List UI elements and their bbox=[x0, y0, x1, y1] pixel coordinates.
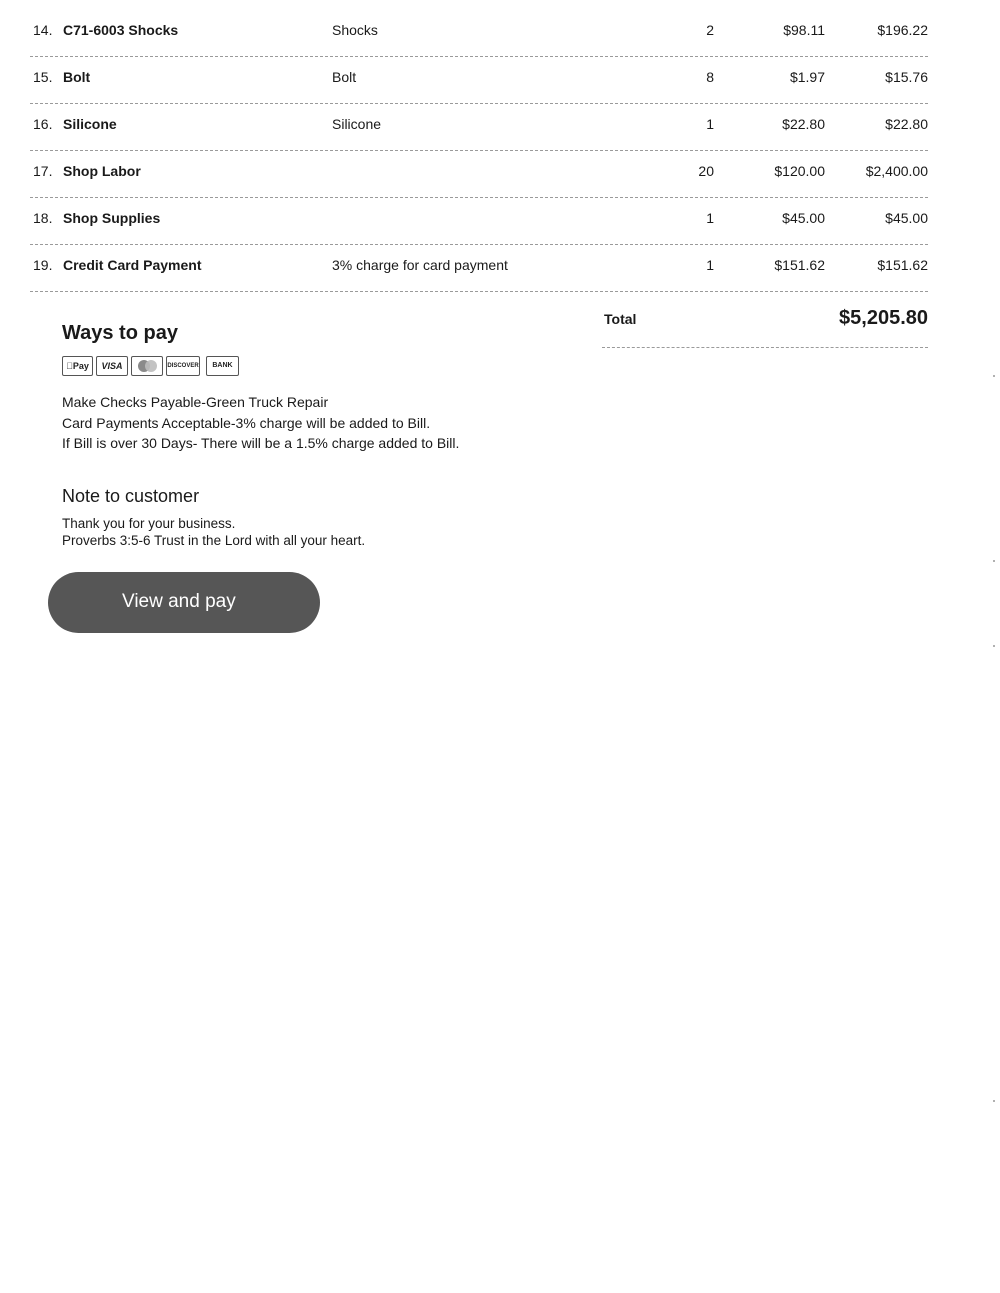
item-quantity: 1 bbox=[706, 210, 714, 226]
view-and-pay-button[interactable] bbox=[48, 572, 320, 633]
item-amount: $151.62 bbox=[877, 257, 928, 273]
item-description: Bolt bbox=[332, 69, 357, 85]
item-number: 15. bbox=[33, 69, 53, 85]
item-amount: $15.76 bbox=[885, 69, 928, 85]
item-quantity: 2 bbox=[706, 22, 714, 38]
item-number: 18. bbox=[33, 210, 53, 226]
total-label: Total bbox=[604, 311, 637, 327]
view-and-pay-label: View and pay bbox=[122, 591, 236, 612]
item-amount: $2,400.00 bbox=[865, 163, 928, 179]
total-amount: $5,205.80 bbox=[839, 307, 928, 329]
table-row bbox=[30, 104, 928, 151]
table-row bbox=[30, 57, 928, 104]
payment-methods bbox=[62, 356, 239, 376]
invoice-total bbox=[602, 305, 928, 348]
item-number: 14. bbox=[33, 22, 53, 38]
item-number: 16. bbox=[33, 116, 53, 132]
item-name: Bolt bbox=[63, 69, 91, 85]
item-rate: $22.80 bbox=[782, 116, 825, 132]
payment-instructions bbox=[62, 392, 459, 454]
item-rate: $1.97 bbox=[789, 69, 825, 85]
note-line: Proverbs 3:5-6 Trust in the Lord with all your heart. bbox=[62, 533, 366, 548]
item-quantity: 1 bbox=[706, 116, 714, 132]
item-name: C71-6003 Shocks bbox=[63, 22, 179, 38]
apple-pay-icon: Pay bbox=[62, 356, 93, 376]
item-description: 3% charge for card payment bbox=[332, 257, 508, 273]
item-description: Silicone bbox=[332, 116, 382, 132]
ways-to-pay-heading: Ways to pay bbox=[62, 322, 178, 344]
item-name: Credit Card Payment bbox=[63, 257, 202, 273]
visa-icon: VISA bbox=[96, 356, 128, 376]
table-row bbox=[30, 10, 928, 57]
table-row bbox=[30, 151, 928, 198]
scan-speck bbox=[993, 1100, 995, 1102]
payment-instruction-line: Make Checks Payable-Green Truck Repair bbox=[62, 394, 329, 410]
scan-speck bbox=[993, 560, 995, 562]
item-number: 17. bbox=[33, 163, 53, 179]
payment-instruction-line: If Bill is over 30 Days- There will be a 1.5% charge added to Bill. bbox=[62, 435, 460, 451]
payment-instruction-line: Card Payments Acceptable-3% charge will be added to Bill. bbox=[62, 414, 431, 431]
note-to-customer-heading: Note to customer bbox=[62, 486, 200, 506]
item-quantity: 1 bbox=[706, 257, 714, 273]
mastercard-icon bbox=[131, 356, 163, 376]
item-description: Shocks bbox=[332, 22, 378, 38]
item-rate: $98.11 bbox=[783, 22, 825, 38]
scan-speck bbox=[993, 375, 995, 377]
discover-icon: DISCOVER bbox=[166, 356, 200, 376]
item-amount: $45.00 bbox=[885, 210, 928, 226]
item-amount: $196.22 bbox=[877, 22, 928, 38]
item-quantity: 8 bbox=[706, 69, 714, 85]
item-amount: $22.80 bbox=[885, 116, 928, 132]
item-rate: $120.00 bbox=[774, 163, 825, 179]
item-name: Silicone bbox=[63, 116, 117, 132]
item-name: Shop Supplies bbox=[63, 210, 161, 226]
item-name: Shop Labor bbox=[63, 163, 141, 179]
item-number: 19. bbox=[33, 257, 53, 273]
table-row bbox=[30, 198, 928, 245]
scan-speck bbox=[993, 645, 995, 647]
note-to-customer-text bbox=[62, 515, 365, 549]
note-line: Thank you for your business. bbox=[62, 516, 236, 531]
bank-icon: BANK bbox=[206, 356, 239, 376]
item-rate: $151.62 bbox=[774, 257, 825, 273]
item-rate: $45.00 bbox=[782, 210, 825, 226]
item-quantity: 20 bbox=[698, 163, 714, 179]
table-row bbox=[30, 245, 928, 292]
